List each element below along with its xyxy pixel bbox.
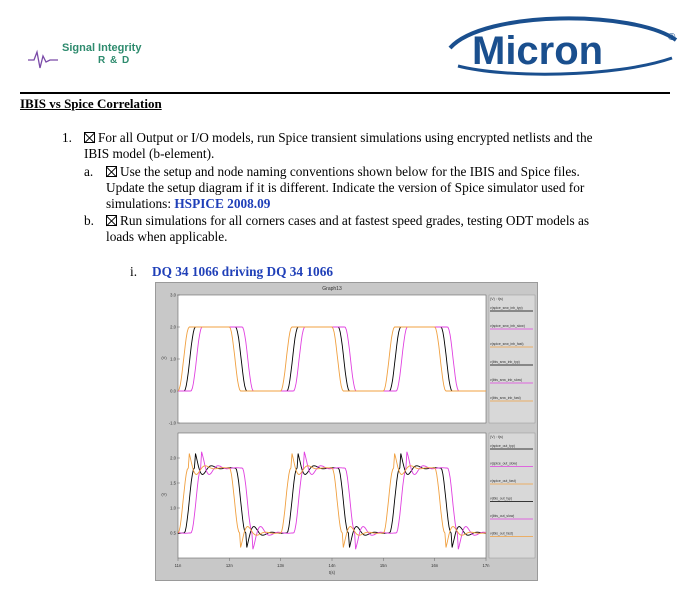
legend-header: (V) : t(s) (490, 435, 503, 439)
sub-a-line3: simulations: HSPICE 2008.09 (106, 196, 271, 211)
logo-text-line2: R & D (98, 55, 131, 66)
brand-text: Micron (472, 29, 604, 73)
simulator-version: HSPICE 2008.09 (174, 196, 271, 211)
legend-entry: v(spice_out_slow) (490, 461, 518, 466)
brand-trademark: ® (668, 32, 676, 43)
legend-entry: v(spice_snw_inb_fast) (490, 342, 524, 346)
sub-i-text: DQ 34 1066 driving DQ 34 1066 (152, 264, 333, 279)
x-tick-label: 16n (431, 563, 439, 568)
y-tick-label: 1.5 (170, 480, 176, 486)
y-axis-label: (V) (161, 491, 167, 497)
x-tick-label: 17n (482, 563, 490, 568)
legend-entry: v(ibis_snw_inb_typ) (490, 360, 520, 364)
waveform-svg (156, 283, 537, 580)
x-tick-label: 12n (225, 563, 233, 568)
legend-header: (V) : t(s) (490, 297, 503, 301)
y-tick-label: 0.5 (170, 530, 176, 536)
plot-area-1 (178, 295, 486, 423)
page-title: IBIS vs Spice Correlation (20, 96, 162, 111)
legend-entry: v(ibis_out_typ) (490, 496, 513, 501)
plot-area-2 (178, 433, 486, 558)
legend-entry: v(ibis_out_slow) (490, 514, 515, 518)
checkbox-checked-icon[interactable] (106, 166, 117, 177)
legend-entry: v(spice_out_fast) (490, 479, 516, 483)
logo-text-line1: Signal Integrity (62, 42, 142, 54)
micron-logo (444, 14, 682, 78)
y-tick-label: 0.0 (170, 388, 176, 394)
legend-box-2 (489, 433, 535, 558)
x-tick-label: 11n (174, 563, 182, 568)
item1-number: 1. (62, 130, 72, 145)
sub-b-label: b. (84, 213, 94, 228)
y-tick-label: -1.0 (168, 420, 176, 426)
x-tick-label: 15n (379, 563, 387, 568)
checkbox-checked-icon[interactable] (106, 215, 117, 226)
x-axis-label: t(s) (328, 570, 336, 575)
sub-i-label: i. (130, 264, 138, 279)
y-tick-label: 2.0 (170, 455, 176, 461)
y-tick-label: 2.0 (170, 324, 176, 330)
chart-title: Graph13 (322, 286, 342, 292)
sub-a-line2: Update the setup diagram if it is different. Indicate the version of Spice simulator used for (106, 180, 585, 195)
y-tick-label: 3.0 (170, 292, 176, 298)
sub-b-line1: Run simulations for all corners cases and at fastest speed grades, testing ODT models as (106, 213, 589, 229)
x-tick-label: 14n (328, 563, 336, 568)
legend-entry: v(spice_snw_inb_slow) (490, 324, 525, 328)
waveform-chart (155, 282, 538, 581)
y-tick-label: 1.0 (170, 356, 176, 362)
item1-line2: IBIS model (b-element). (84, 146, 215, 161)
y-axis-label: (V) (161, 355, 167, 360)
legend-box-1 (489, 295, 535, 423)
x-tick-label: 13n (277, 563, 285, 568)
sub-a-label: a. (84, 164, 94, 179)
legend-entry: v(ibis_out_fast) (490, 531, 513, 536)
header-rule (20, 92, 670, 94)
legend-entry: v(spice_out_typ) (490, 444, 515, 448)
sub-b-line2: loads when applicable. (106, 229, 228, 244)
y-tick-label: 1.0 (170, 505, 176, 511)
item1-line1: For all Output or I/O models, run Spice transient simulations using encrypted netlists and the (84, 130, 593, 146)
sub-a-line1: Use the setup and node naming conventions shown below for the IBIS and Spice files. (106, 164, 580, 180)
checkbox-checked-icon[interactable] (84, 132, 95, 143)
legend-entry: v(ibis_snw_inb_fast) (490, 396, 521, 400)
legend-entry: v(spice_snw_inb_typ) (490, 306, 523, 310)
legend-entry: v(ibis_snw_inb_slow) (490, 378, 523, 382)
